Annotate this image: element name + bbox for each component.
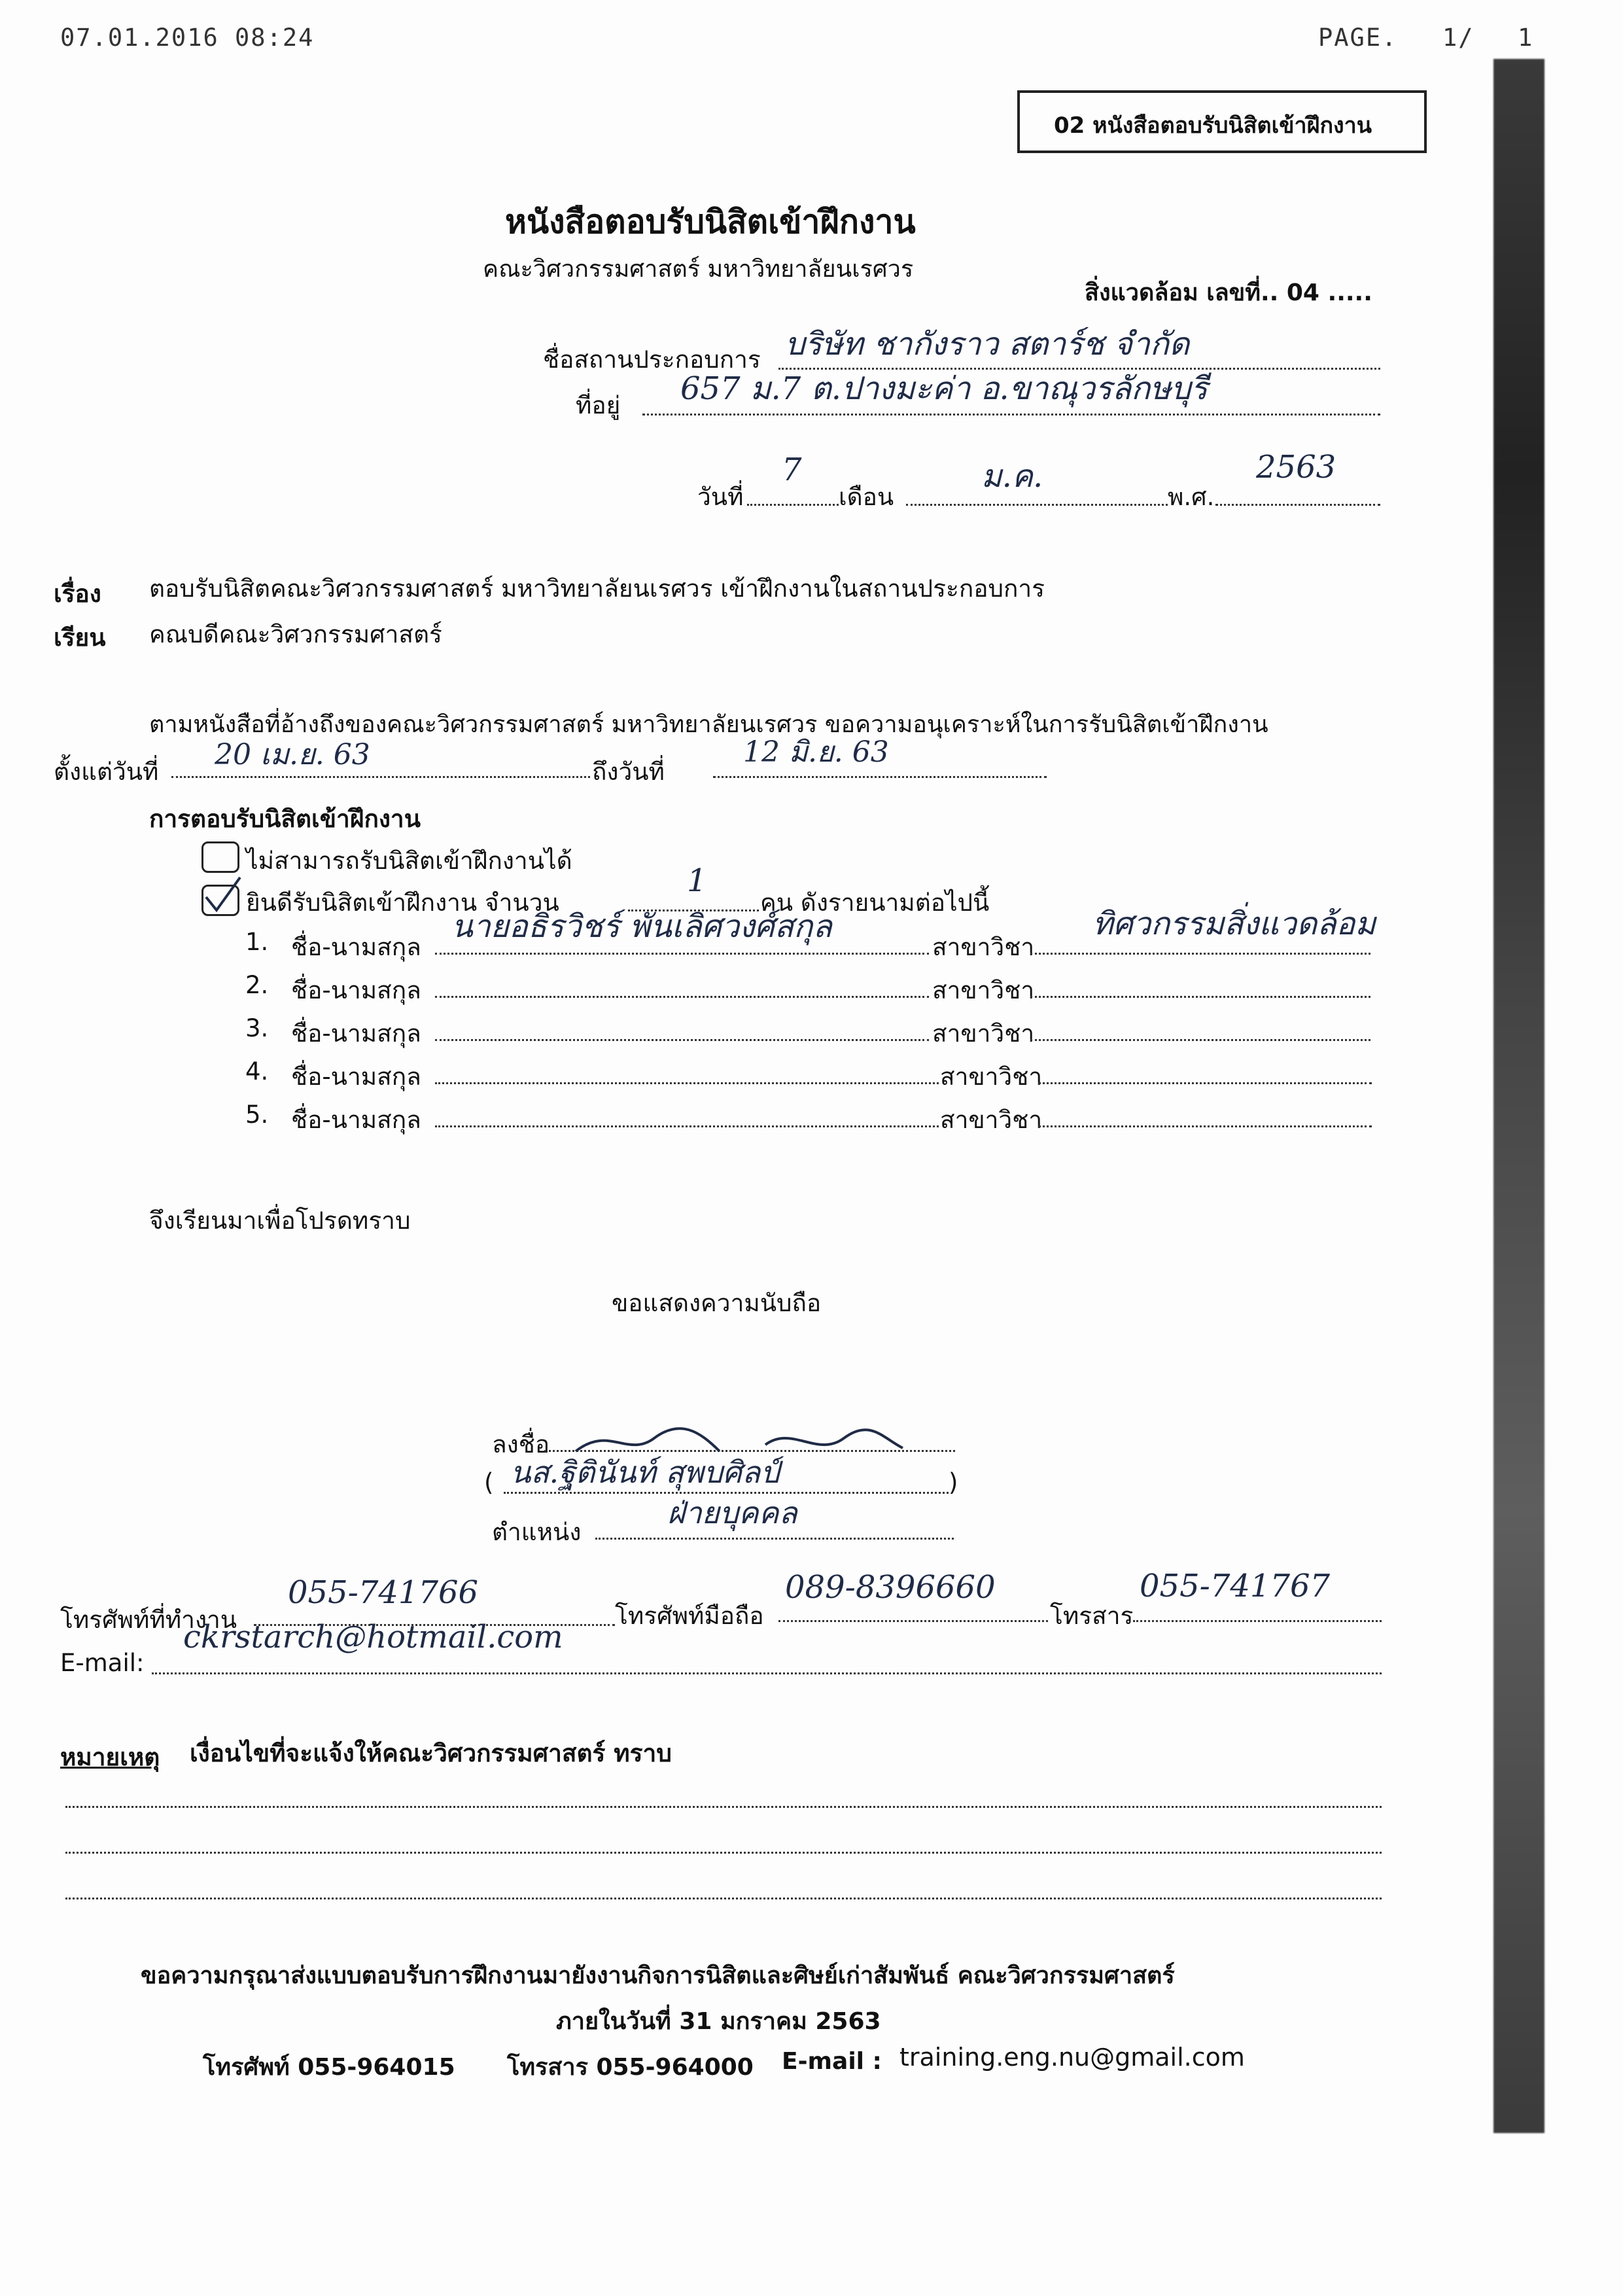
subject-label: เรื่อง bbox=[54, 580, 101, 608]
subject-text: ตอบรับนิสิตคณะวิศวกรรมศาสตร์ มหาวิทยาลัยนเรศวร เข้าฝึกงานในสถานประกอบการ bbox=[149, 574, 1045, 603]
date-year-label: พ.ศ. bbox=[1168, 483, 1215, 511]
accept-count: 1 bbox=[687, 862, 707, 899]
signature-label: ลงชื่อ bbox=[492, 1430, 550, 1458]
address-label: ที่อยู่ bbox=[576, 391, 621, 419]
footer-email-label: E-mail : bbox=[782, 2048, 882, 2075]
response-heading: การตอบรับนิสิตเข้าฝึกงาน bbox=[149, 805, 421, 833]
note-label: หมายเหตุ bbox=[60, 1743, 160, 1771]
branch-number: สิ่งแวดล้อม เลขที่.. 04 ..... bbox=[1085, 279, 1372, 306]
fax-page-total: 1 bbox=[1518, 24, 1534, 52]
check-mark-icon bbox=[202, 875, 243, 913]
student-row-3-name-label: ชื่อ-นามสกุล bbox=[291, 1019, 421, 1048]
student-row-2-name-line bbox=[435, 996, 929, 998]
address-line bbox=[642, 414, 1380, 415]
accept-suffix: คน ดังรายนามต่อไปนี้ bbox=[760, 889, 990, 917]
work-phone-value: 055-741766 bbox=[288, 1574, 479, 1611]
footer-fax: โทรสาร 055-964000 bbox=[507, 2054, 754, 2081]
student-row-5-name-label: ชื่อ-นามสกุล bbox=[291, 1106, 421, 1134]
student-row-4-number: 4. bbox=[245, 1057, 269, 1086]
work-phone-label: โทรศัพท์ที่ทำงาน bbox=[60, 1606, 237, 1634]
position-label: ตำแหน่ง bbox=[492, 1518, 582, 1546]
footer-email[interactable]: training.eng.nu@gmail.com bbox=[899, 2043, 1245, 2072]
address-value: 657 ม.7 ต.ปางมะค่า อ.ขาณุวรลักษบุรี bbox=[680, 370, 1208, 407]
to-label: เรียน bbox=[54, 624, 106, 652]
fax-line bbox=[1133, 1620, 1382, 1622]
student-row-2-name-label: ชื่อ-นามสกุล bbox=[291, 976, 421, 1004]
footer-line-1: ขอความกรุณาส่งแบบตอบรับการฝึกงานมายังงานกิจการนิสิตและศิษย์เก่าสัมพันธ์ คณะวิศวกรรมศาสตร์ bbox=[141, 1962, 1175, 1989]
document-title: หนังสือตอบรับนิสิตเข้าฝึกงาน bbox=[505, 203, 916, 241]
student-row-2-number: 2. bbox=[245, 971, 269, 999]
accept-checkbox[interactable] bbox=[201, 885, 239, 916]
regards-text: ขอแสดงความนับถือ bbox=[612, 1289, 822, 1317]
student-row-1-major: ทิศวกรรมสิ่งแวดล้อม bbox=[1092, 906, 1376, 942]
company-label: ชื่อสถานประกอบการ bbox=[543, 345, 761, 374]
student-row-4-major-label: สาขาวิชา bbox=[940, 1063, 1043, 1091]
mobile-value: 089-8396660 bbox=[785, 1569, 996, 1606]
student-row-1-name: นายอธิรวิชร์ พันเลิศวงศ์สกุล bbox=[451, 908, 832, 945]
date-month-label: เดือน bbox=[839, 483, 894, 511]
student-row-3-major-line bbox=[1030, 1039, 1370, 1041]
period-from: 20 เม.ย. 63 bbox=[215, 738, 370, 771]
date-day-line bbox=[747, 504, 839, 506]
fax-label: โทรสาร bbox=[1050, 1602, 1134, 1630]
email-label: E-mail: bbox=[60, 1649, 145, 1677]
student-row-5-number: 5. bbox=[245, 1101, 269, 1129]
student-row-4-name-line bbox=[435, 1082, 939, 1084]
mobile-line bbox=[778, 1620, 1048, 1622]
scan-edge-shadow bbox=[1493, 59, 1544, 2133]
signature-paren-close: ) bbox=[949, 1468, 958, 1496]
footer-line-2: ภายในวันที่ 31 มกราคม 2563 bbox=[556, 2008, 881, 2035]
student-row-3-name-line bbox=[435, 1039, 929, 1041]
student-row-1-major-label: สาขาวิชา bbox=[932, 933, 1035, 961]
fax-page-number: 1/ bbox=[1442, 24, 1475, 52]
date-month: ม.ค. bbox=[981, 458, 1043, 495]
student-row-4-name-label: ชื่อ-นามสกุล bbox=[291, 1063, 421, 1091]
position-line bbox=[595, 1538, 954, 1540]
form-code-box bbox=[1017, 90, 1427, 153]
student-row-5-major-label: สาขาวิชา bbox=[940, 1106, 1043, 1134]
student-row-1-number: 1. bbox=[245, 928, 269, 956]
accept-option-label: ยินดีรับนิสิตเข้าฝึกงาน จำนวน bbox=[246, 889, 559, 917]
student-row-1-major-line bbox=[1030, 953, 1370, 955]
student-row-2-major-line bbox=[1030, 996, 1370, 998]
fax-page-label: PAGE. bbox=[1318, 24, 1398, 52]
note-line-1 bbox=[65, 1806, 1382, 1808]
email-line bbox=[152, 1672, 1382, 1674]
mobile-label: โทรศัพท์มือถือ bbox=[615, 1602, 764, 1630]
company-name: บริษัท ชากังราว สตาร์ช จำกัด bbox=[785, 326, 1190, 362]
note-text: เงื่อนไขที่จะแจ้งให้คณะวิศวกรรมศาสตร์ ทราบ bbox=[190, 1739, 672, 1767]
note-line-2 bbox=[65, 1852, 1382, 1854]
date-month-line bbox=[906, 504, 1168, 506]
form-code: 02 หนังสือตอบรับนิสิตเข้าฝึกงาน bbox=[1054, 113, 1372, 139]
student-row-1-name-label: ชื่อ-นามสกุล bbox=[291, 933, 421, 961]
student-row-3-number: 3. bbox=[245, 1014, 269, 1042]
period-from-label: ตั้งแต่วันที่ bbox=[54, 758, 159, 786]
student-row-5-major-line bbox=[1038, 1125, 1372, 1127]
date-day: 7 bbox=[782, 451, 802, 488]
period-to-line bbox=[713, 776, 1047, 778]
to-text: คณบดีคณะวิศวกรรมศาสตร์ bbox=[149, 620, 442, 648]
date-day-label: วันที่ bbox=[697, 483, 744, 511]
position-value: ฝ่ายบุคคล bbox=[667, 1495, 797, 1530]
period-to: 12 มิ.ย. 63 bbox=[743, 735, 889, 769]
closing-text: จึงเรียนมาเพื่อโปรดทราบ bbox=[149, 1207, 411, 1235]
fax-value: 055-741767 bbox=[1140, 1568, 1331, 1604]
student-row-4-major-line bbox=[1038, 1082, 1372, 1084]
note-line-3 bbox=[65, 1898, 1382, 1899]
document-subtitle: คณะวิศวกรรมศาสตร์ มหาวิทยาลัยนเรศวร bbox=[483, 256, 914, 283]
signature-name: นส.ฐิตินันท์ สุพบศิลป์ bbox=[510, 1455, 780, 1490]
student-row-5-name-line bbox=[435, 1125, 939, 1127]
student-row-1-name-line bbox=[435, 953, 929, 955]
date-year: 2563 bbox=[1256, 449, 1336, 486]
reject-option-label: ไม่สามารถรับนิสิตเข้าฝึกงานได้ bbox=[246, 847, 572, 875]
reject-checkbox[interactable] bbox=[201, 841, 239, 873]
email-value: ckrstarch@hotmail.com bbox=[183, 1619, 563, 1655]
date-year-line bbox=[1215, 504, 1380, 506]
student-row-2-major-label: สาขาวิชา bbox=[932, 976, 1035, 1004]
footer-phone: โทรศัพท์ 055-964015 bbox=[203, 2054, 455, 2081]
fax-timestamp: 07.01.2016 08:24 bbox=[60, 24, 315, 52]
body-text: ตามหนังสือที่อ้างถึงของคณะวิศวกรรมศาสตร์ มหาวิทยาลัยนเรศวร ขอความอนุเคราะห์ในการรับนิสิตเข้าฝึกงาน bbox=[149, 711, 1268, 738]
period-to-label: ถึงวันที่ bbox=[592, 758, 665, 786]
student-row-3-major-label: สาขาวิชา bbox=[932, 1019, 1035, 1048]
signature-paren-open: ( bbox=[484, 1468, 494, 1496]
